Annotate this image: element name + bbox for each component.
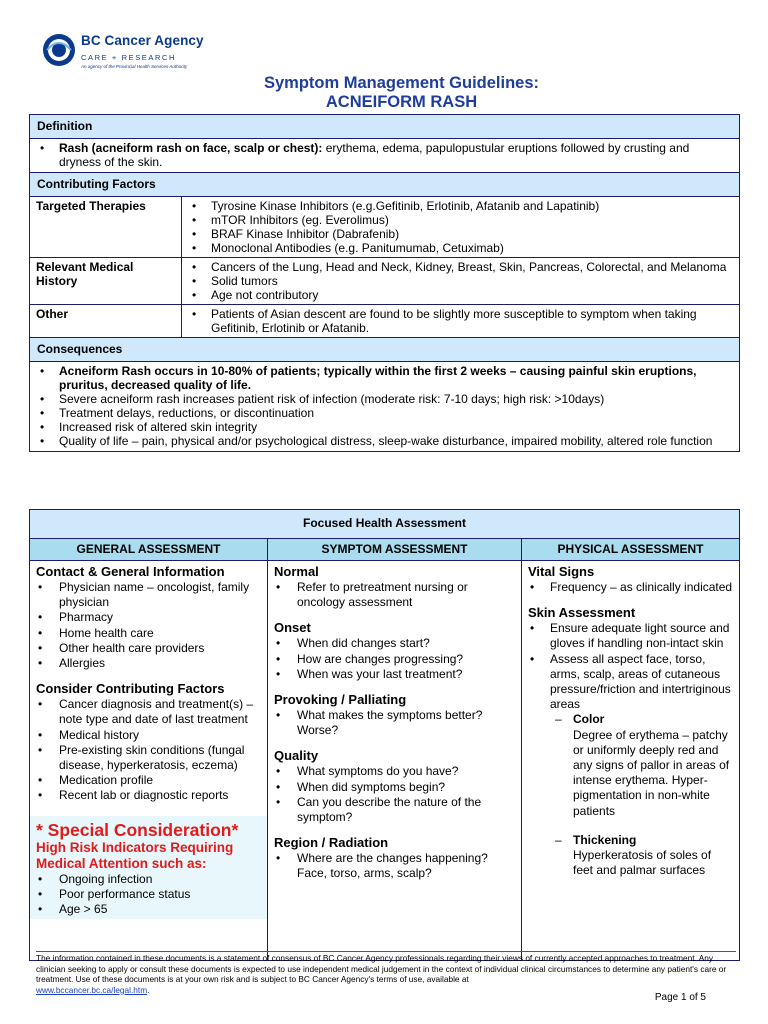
consequences-cell [30,362,740,452]
guidelines-table [29,114,740,452]
list-item: • Ongoing infection [36,872,261,887]
legal-link-suffix: . [147,984,150,995]
quality-heading: Quality [274,748,319,764]
list-item: • Monoclonal Antibodies (e.g. Panitumumab, Cetuximab) [182,241,734,255]
color-item [528,712,733,818]
disclaimer-text: The information contained in these documents is a statement of consensus of BC Cancer Agency professionals regarding their views of currently accepted approaches to treatment. Any clinician seeking to apply or consult these documents is expected to use independent medical judgement in the context of individual clinical circumstances to determine any patient's care or treatment. Use of these documents is at your own risk and is subject to BC Cancer Agency's terms of use, available at [36,953,727,984]
list-item: • Ensure adequate light source and gloves if handling non-intact skin [528,621,733,651]
special-title: * Special Consideration* [36,819,239,840]
region-heading: Region / Radiation [274,835,389,851]
list-item: • Patients of Asian descent are found to be slightly more susceptible to symptom when taking Gefitinib, Erlotinib or Afatanib. [182,307,734,335]
consequences-heading: Consequences [30,338,740,362]
title-line-1: Symptom Management Guidelines: [263,74,540,92]
list-item: • BRAF Kinase Inhibitor (Dabrafenib) [182,227,734,241]
thickening-text: Hyperkeratosis of soles of feet and palmar surfaces [573,848,712,878]
list-item: • Physician name – oncologist, family physician [36,580,261,610]
factors-heading: Consider Contributing Factors [36,681,225,697]
list-item: • Cancers of the Lung, Head and Neck, Kidney, Breast, Skin, Pancreas, Colorectal, and Melanoma [182,260,734,274]
list-item: • Assess all aspect face, torso, arms, scalp, areas of cutaneous pressure/friction and intertriginous areas [528,652,733,713]
normal-heading: Normal [274,564,319,579]
physical-assessment-column [522,561,740,961]
color-text: Degree of erythema – patchy or uniformly deeply red and any signs of pallor in areas of intense erythema. Hyper-pigmentation in non-white patients [573,727,730,818]
general-assessment-header: GENERAL ASSESSMENT [30,539,268,561]
definition-text: erythema, edema, papulopustular eruptions followed by crusting and dryness of the skin. [59,141,690,169]
symptom-assessment-column [268,561,522,961]
list-item: • Recent lab or diagnostic reports [36,788,261,803]
list-item: • Poor performance status [36,887,261,902]
list-item: • Where are the changes happening? Face, torso, arms, scalp? [274,851,515,881]
contributing-heading: Contributing Factors [30,173,740,197]
agency-emblem-icon [42,33,76,67]
list-item: • Quality of life – pain, physical and/or psychological distress, sleep-wake disturbance, impaired mobility, altered role function [30,434,733,448]
list-item: • What makes the symptoms better? Worse? [274,708,515,738]
page-number: Page 1 of 5 [654,992,706,1003]
thickening-label: Thickening [573,832,637,847]
list-item: • Age not contributory [182,288,734,302]
list-item: • When did symptoms begin? [274,780,515,795]
provoking-heading: Provoking / Palliating [274,692,407,708]
special-consideration-box [30,816,267,920]
color-label: Color [573,712,605,727]
vital-signs-heading: Vital Signs [528,564,595,579]
list-item: • Age > 65 [36,902,261,917]
physical-assessment-header: PHYSICAL ASSESSMENT [522,539,740,561]
list-item: • Increased risk of altered skin integrity [30,420,733,434]
agency-sub: CARE + RESEARCH [81,53,177,62]
symptom-assessment-header: SYMPTOM ASSESSMENT [268,539,522,561]
list-item: • Refer to pretreatment nursing or oncology assessment [274,580,515,610]
list-item: • Medical history [36,728,261,743]
general-assessment-column [30,561,268,961]
definition-term: Rash (acneiform rash on face, scalp or chest): [59,141,323,155]
row-label-targeted: Targeted Therapies [30,197,182,258]
list-item: • Severe acneiform rash increases patient risk of infection (moderate risk: 7-10 days; high risk: >10days) [30,392,733,406]
legal-link[interactable]: www.bccancer.bc.ca/legal.htm [36,984,148,995]
list-item: • Other health care providers [36,641,261,656]
agency-tagline: An agency of the Provincial Health Services Authority [81,64,188,69]
row-content-other [182,305,740,338]
row-content-targeted [182,197,740,258]
list-item: • Pre-existing skin conditions (fungal disease, hyperkeratosis, eczema) [36,743,261,773]
definition-cell [30,139,740,173]
list-item [30,364,733,392]
row-content-medical-history [182,258,740,305]
assessment-heading: Focused Health Assessment [30,510,740,539]
title-line-2: ACNEIFORM RASH [325,93,478,111]
list-item: • What symptoms do you have? [274,764,515,779]
list-item: • Pharmacy [36,610,261,625]
skin-heading: Skin Assessment [528,605,636,621]
list-item: • mTOR Inhibitors (eg. Everolimus) [182,213,734,227]
list-item: • When was your last treatment? [274,667,515,682]
definition-heading: Definition [30,115,740,139]
row-label-medical-history: Relevant Medical History [30,258,182,305]
assessment-table [29,509,740,961]
contact-heading: Contact & General Information [36,564,225,579]
list-item: • Tyrosine Kinase Inhibitors (e.g.Gefitinib, Erlotinib, Afatanib and Lapatinib) [182,199,734,213]
list-item: • How are changes progressing? [274,652,515,667]
list-item: • When did changes start? [274,636,515,651]
special-subtitle: High Risk Indicators Requiring Medical Attention such as: [36,839,234,871]
list-item: • Treatment delays, reductions, or discontinuation [30,406,733,420]
consequence-bold: Acneiform Rash occurs in 10-80% of patients; typically within the first 2 weeks – causing painful skin eruptions, pruritus, decreased quality of life. [59,364,697,392]
list-item: • Cancer diagnosis and treatment(s) – note type and date of last treatment [36,697,261,727]
definition-item [30,141,733,169]
disclaimer [36,951,736,995]
agency-name: BC Cancer Agency [81,33,204,48]
agency-logo [42,33,204,70]
list-item: • Can you describe the nature of the symptom? [274,795,515,825]
page-title [0,74,768,112]
list-item: • Allergies [36,656,261,671]
list-item: • Frequency – as clinically indicated [528,580,733,595]
list-item: • Solid tumors [182,274,734,288]
onset-heading: Onset [274,620,311,636]
list-item: • Home health care [36,626,261,641]
thickening-item [528,833,733,879]
list-item: • Medication profile [36,773,261,788]
row-label-other: Other [30,305,182,338]
